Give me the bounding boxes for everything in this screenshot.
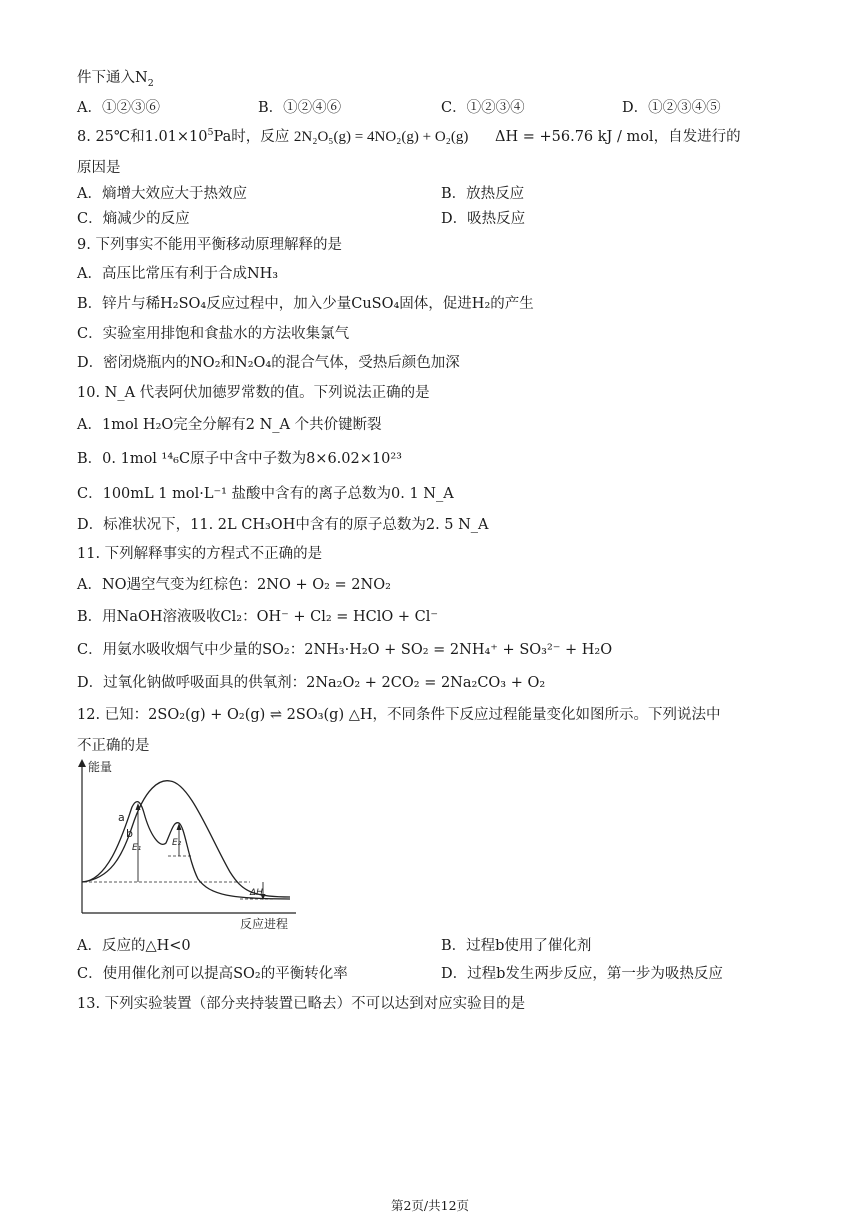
curve-b-label: b [126, 827, 133, 840]
q7-option-b: B．①②④⑥ [258, 100, 342, 116]
q8-delta-h: ΔH = +56.76 kJ / mol，自发进行的 [495, 129, 741, 145]
x-axis-label: 反应进程 [240, 917, 289, 931]
q10-option-d: D．标准状况下，11. 2L CH₃OH中含有的原子总数为2. 5 N_A [77, 517, 489, 533]
q10-option-c: C．100mL 1 mol·L⁻¹ 盐酸中含有的离子总数为0. 1 N_A [77, 486, 454, 502]
y-axis-label: 能量 [88, 760, 113, 774]
q12-option-c: C．使用催化剂可以提高SO₂的平衡转化率 [77, 966, 348, 982]
delta-h-label: ΔH [250, 888, 263, 898]
q8-option-a: A．熵增大效应大于热效应 [77, 186, 247, 202]
q12-stem-line1: 12. 已知：2SO₂(g) + O₂(g) ⇌ 2SO₃(g) △H，不同条件下反应过程能量变化如图所示。下列说法中 [77, 707, 721, 723]
q12-option-a: A．反应的△H<0 [77, 938, 191, 954]
q8-equation: 2N₂O₅(g) = 4NO₂(g) + O₂(g) [293, 129, 469, 145]
q7-option-a: A．①②③⑥ [77, 100, 160, 116]
y-axis-arrow [78, 759, 86, 767]
q9-option-b: B．锌片与稀H₂SO₄反应过程中，加入少量CuSO₄固体，促进H₂的产生 [77, 296, 534, 312]
q8-stem-line1: 8. 25℃和$1.01\times 10^5Pa$时，反应 2N₂O₅(g) = 4NO₂(g) + O₂(g) ΔH = +56.76 kJ / mol，自发进行的 [77, 127, 741, 145]
q11-option-d: D．过氧化钠做呼吸面具的供氧剂：2Na₂O₂ + 2CO₂ = 2Na₂CO₃ + O₂ [77, 675, 546, 691]
q9-stem: 9. 下列事实不能用平衡移动原理解释的是 [77, 237, 342, 253]
e1-label: E₁ [132, 843, 142, 853]
q9-option-a: A．高压比常压有利于合成NH₃ [77, 266, 279, 282]
q12-stem-line2: 不正确的是 [77, 738, 150, 754]
q10-option-a: A．1mol H₂O完全分解有2 N_A 个共价键断裂 [77, 417, 382, 433]
curve-b [82, 802, 290, 899]
q10-option-b: B．0. 1mol ¹⁴₆C原子中含中子数为8×6.02×10²³ [77, 451, 402, 467]
q7-option-c: C．①②③④ [441, 100, 525, 116]
q9-option-c: C．实验室用排饱和食盐水的方法收集氯气 [77, 326, 350, 342]
q12-option-b: B．过程b使用了催化剂 [441, 938, 592, 954]
q10-stem: 10. N_A 代表阿伏加德罗常数的值。下列说法正确的是 [77, 385, 430, 401]
energy-diagram [70, 757, 300, 935]
q8-stem-line2: 原因是 [77, 160, 121, 176]
curve-a-label: a [118, 811, 125, 824]
q11-option-b: B．用NaOH溶液吸收Cl₂：OH⁻ + Cl₂ = HClO + Cl⁻ [77, 609, 439, 625]
q8-option-b: B．放热反应 [441, 186, 525, 202]
q11-stem: 11. 下列解释事实的方程式不正确的是 [77, 546, 323, 562]
q7-tail-line: 件下通入$N_2$ [77, 70, 154, 89]
q8-option-d: D．吸热反应 [441, 211, 526, 227]
q12-option-d: D．过程b发生两步反应，第一步为吸热反应 [441, 966, 723, 982]
page-footer: 第2页/共12页 [390, 1198, 470, 1213]
q13-stem: 13. 下列实验装置（部分夹持装置已略去）不可以达到对应实验目的是 [77, 996, 526, 1012]
q11-option-a: A．NO遇空气变为红棕色：2NO + O₂ = 2NO₂ [77, 577, 391, 593]
q11-option-c: C．用氨水吸收烟气中少量的SO₂：2NH₃·H₂O + SO₂ = 2NH₄⁺ + SO₃²⁻ + H₂O [77, 642, 613, 658]
e2-label: E₂ [172, 838, 182, 848]
q8-option-c: C．熵减少的反应 [77, 211, 190, 227]
q7-option-d: D．①②③④⑤ [622, 100, 721, 116]
q9-option-d: D．密闭烧瓶内的NO₂和N₂O₄的混合气体，受热后颜色加深 [77, 355, 460, 371]
